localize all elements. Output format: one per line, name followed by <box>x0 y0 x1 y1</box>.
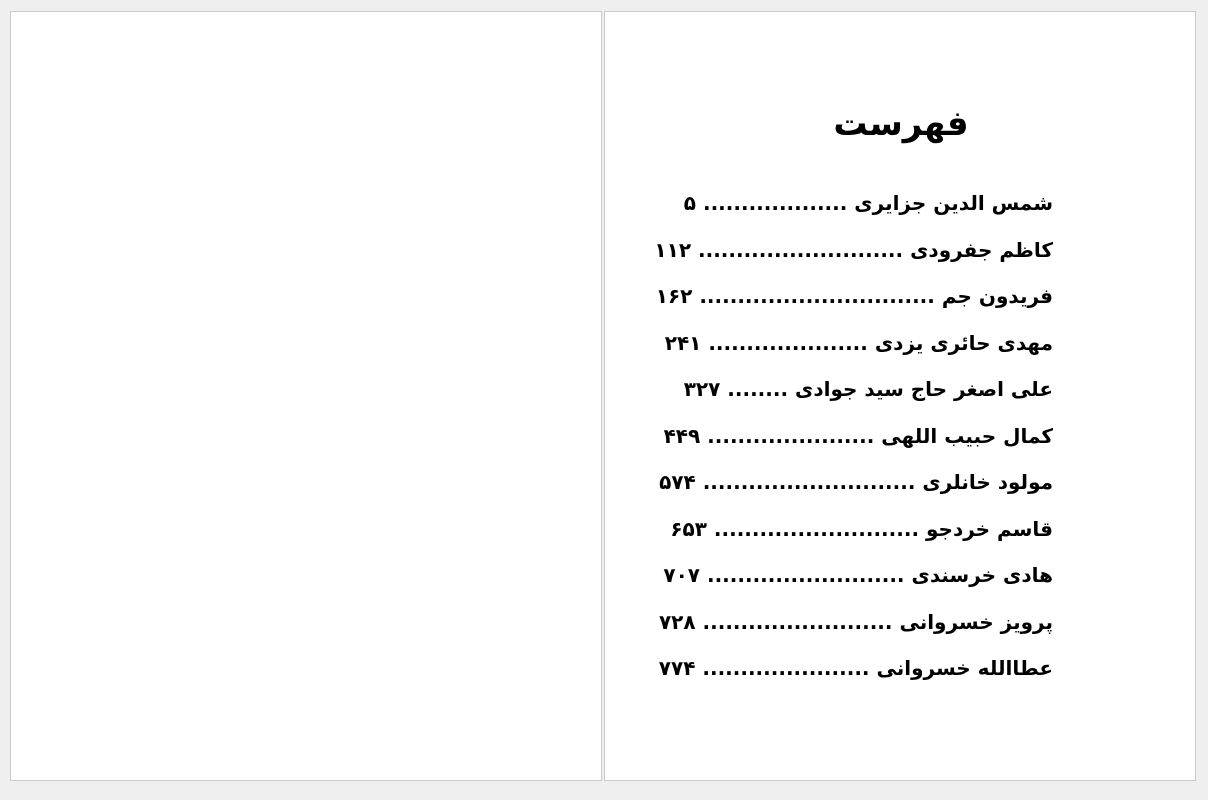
toc-entry-page: ۲۴۱ <box>664 330 702 355</box>
toc-entry-leader: ........................... <box>691 237 911 262</box>
blank-page <box>10 11 602 781</box>
toc-entry-name: قاسم خردجو <box>926 516 1053 541</box>
toc-entry-page: ۳۲۷ <box>683 377 721 401</box>
toc-entry-name: شمس الدین جزایری <box>854 191 1053 215</box>
toc-entry-page: ۷۷۴ <box>658 656 696 680</box>
toc-entry-page: ۴۴۹ <box>663 423 701 448</box>
toc-entry-page: ۱۱۲ <box>654 237 692 262</box>
toc-entry-name: مولود خانلری <box>922 470 1053 494</box>
table-of-contents-page <box>604 11 1196 781</box>
toc-entry-name: علی اصغر حاج سید جوادی <box>795 377 1053 401</box>
toc-entry <box>654 558 1053 605</box>
toc-entry-leader: ........................... <box>706 516 926 541</box>
toc-entry <box>654 465 1053 512</box>
toc-entry-page: ۵۷۴ <box>659 470 696 494</box>
toc-entry-leader: ..................... <box>701 330 875 355</box>
toc-entry-leader: .......................... <box>700 563 912 587</box>
toc-entry-page: ۱۶۲ <box>655 284 693 308</box>
toc-entry-page: ۶۵۳ <box>670 516 707 541</box>
toc-entry-name: کمال حبیب اللهی <box>881 423 1053 448</box>
toc-entry <box>654 279 1053 326</box>
toc-entry <box>654 512 1053 559</box>
toc-entry-name: کاظم جفرودی <box>910 237 1053 262</box>
toc-entry <box>654 326 1053 373</box>
toc-entry-name: فریدون جم <box>941 284 1053 308</box>
toc-entry-page: ۵ <box>683 191 697 215</box>
toc-entry <box>654 605 1053 652</box>
toc-entry-leader: ........ <box>720 377 796 401</box>
toc-entry <box>654 651 1053 698</box>
toc-entry-leader: ...................... <box>700 423 882 448</box>
toc-entry <box>654 372 1053 419</box>
toc-entry-name: مهدی حائری یزدی <box>874 330 1053 355</box>
toc-title: فهرست <box>833 104 969 144</box>
toc-list <box>654 186 1053 698</box>
toc-entry-leader: ............................ <box>695 470 923 494</box>
toc-entry-name: پرویز خسروانی <box>899 609 1053 634</box>
toc-entry-name: هادی خرسندی <box>911 563 1053 587</box>
toc-entry-page: ۷۲۸ <box>658 609 696 634</box>
toc-entry-leader: ................... <box>696 191 855 215</box>
toc-entry <box>654 233 1053 280</box>
toc-entry-page: ۷۰۷ <box>663 563 701 587</box>
toc-entry-leader: ......................... <box>695 609 900 634</box>
toc-entry <box>654 186 1053 233</box>
toc-entry <box>654 419 1053 466</box>
toc-entry-name: عطاالله خسروانی <box>876 656 1053 680</box>
toc-entry-leader: ............................... <box>692 284 942 308</box>
toc-entry-leader: ...................... <box>695 656 877 680</box>
